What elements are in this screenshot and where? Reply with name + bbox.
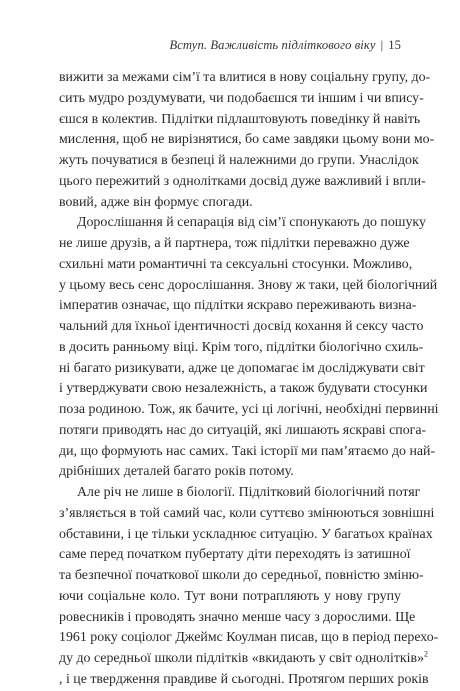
text-line: та безпечної початкової школи до середньої, повністю зміню- [59, 568, 424, 583]
page-number: 15 [388, 38, 401, 52]
text-line-content: ду до середньої школи підлітків «вкидають у світ однолітків» [59, 651, 425, 666]
text-line: єшся в колектив. Підлітки підлаштовують поведінку й навіть [59, 111, 421, 127]
footnote-marker: 2 [424, 649, 429, 659]
text-line: потяги приводять нас до ситуацій, які лишають яскраві спога- [59, 422, 427, 438]
text-line: схильні мати романтичні та сексуальні стосунки. Можливо, [59, 256, 413, 272]
text-line: , і це твердження правдиве й сьогодні. Протягом перших років [59, 671, 429, 687]
text-line: мислення, щоб не вирізнятися, бо саме завдяки цьому вони мо- [59, 132, 435, 148]
text-line: імператив означає, що підлітки яскраво переживають визна- [59, 298, 417, 314]
text-line: Дорослішання й сепарація від сім’ї спонукають до пошуку [77, 215, 426, 231]
text-line: ровесників і проводять значно менше часу з дорослими. Ще [59, 609, 416, 625]
text-line: поза родиною. Тож, як бачите, усі ці логічні, необхідні первинні [59, 402, 439, 417]
text-line: у цьому весь сенс дорослішання. Знову ж таки, цей біологічний [59, 277, 438, 293]
text-line: Але річ не лише в біології. Підлітковий біологічний потяг [77, 485, 421, 500]
text-line: цього пережитий з однолітками досвід дуже важливий і впли- [59, 173, 426, 189]
text-line: вовий, адже він формує спогади. [59, 194, 253, 210]
text-line: саме перед початком пубертату діти переходять із затишної [59, 547, 411, 563]
running-header [169, 38, 401, 53]
text-line: ди, що формують нас самих. Такі історії ми пам’ятаємо до най- [59, 443, 436, 459]
text-line: вижити за межами сім’ї та влитися в нову соціальну групу, до- [59, 70, 431, 85]
chapter-title: Вступ. Важливість підліткового віку [169, 38, 376, 52]
text-line: ні багато ризикувати, адже це допомагає ім досліджувати світ [59, 360, 425, 376]
text-line [59, 649, 429, 670]
text-line: і утверджувати свою незалежність, а також будувати стосунки [59, 381, 428, 397]
body-text [59, 68, 439, 691]
header-separator: | [380, 38, 384, 52]
text-line: в досить ранньому віці. Крім того, підлітки біологічно схиль- [59, 339, 424, 355]
text-line: дрібніших деталей багато років потому. [59, 464, 294, 480]
text-line: з’являється в той самий час, коли суттєво змінюються зовнішні [59, 505, 435, 521]
text-line: обставини, і це тільки ускладнює ситуацію. У багатьох країнах [59, 526, 433, 542]
text-line: сить мудро роздумувати, чи подобаєшся ти іншим і чи впису- [59, 90, 424, 106]
text-line: жуть почуватися в безпеці й належними до групи. Унаслідок [59, 153, 419, 168]
text-line: ючи соціальне коло. Тут вони потрапляють у нову групу [59, 588, 401, 604]
text-line: не лише друзів, а й партнера, тож підлітки переважно дуже [59, 236, 410, 251]
text-line: 1961 року соціолог Джеймс Коулман писав, що в період перехо- [59, 630, 439, 646]
text-line: чальний для їхньої ідентичності досвід кохання й сексу часто [59, 319, 424, 334]
